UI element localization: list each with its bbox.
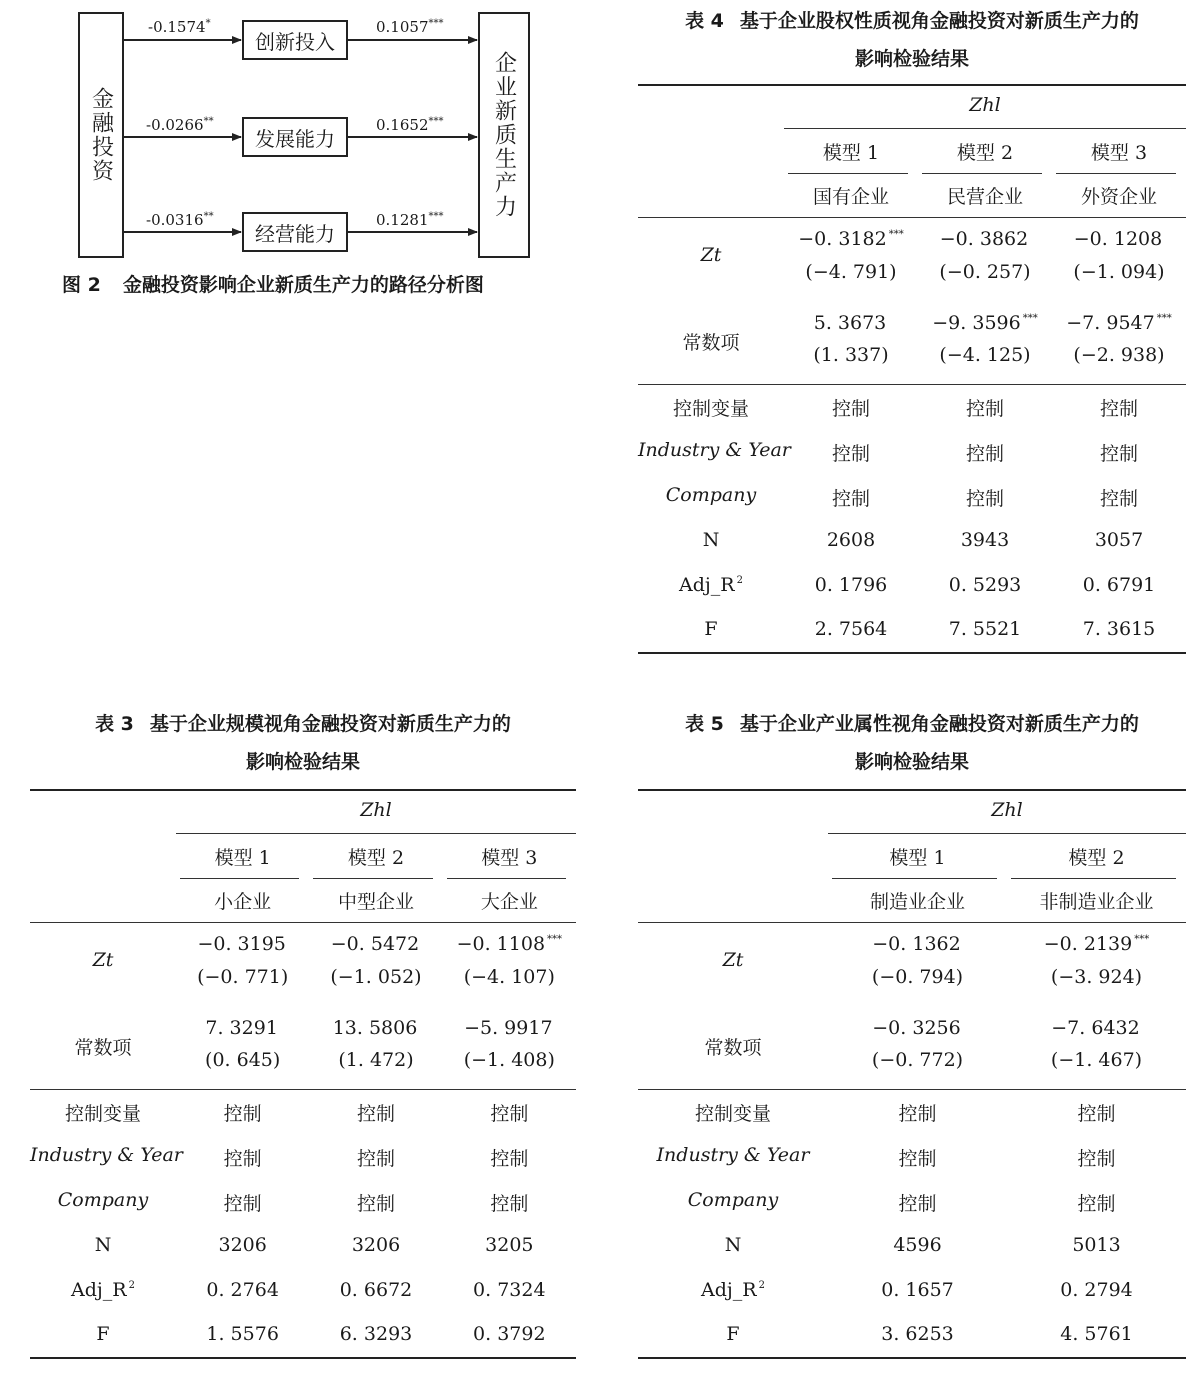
- header-bottom-rule: [30, 922, 576, 923]
- constant-coefficient: [784, 312, 918, 334]
- constant-t-value: (−0. 772): [871, 1049, 964, 1071]
- coef-value: 0.1057: [376, 18, 429, 36]
- model-header: 模型 2: [1068, 847, 1125, 869]
- table-cell: 0. 2764: [206, 1279, 279, 1301]
- table-cell: 控制: [223, 1148, 262, 1170]
- row-label-zt: Zt: [92, 949, 114, 971]
- table-title-line2: 影响检验结果: [854, 751, 969, 773]
- table-cell: 3943: [960, 529, 1010, 551]
- coef-value: 0.1652: [376, 116, 429, 134]
- table-top-rule: [638, 84, 1186, 86]
- mediator-label: 创新投入: [255, 29, 335, 54]
- coef-value: −0. 3195: [197, 933, 286, 955]
- constant-coefficient: [176, 1017, 309, 1039]
- table-cell: 7. 5521: [948, 618, 1022, 640]
- coef-value: −0. 1362: [872, 933, 961, 955]
- table-cell: 控制: [356, 1193, 395, 1215]
- coef-value: −0. 2139: [1043, 933, 1133, 955]
- table-cell: 0. 6672: [339, 1279, 413, 1301]
- sig-stars: ***: [1156, 313, 1172, 324]
- table-title-line1: 基于企业规模视角金融投资对新质生产力的: [149, 713, 511, 735]
- row-label-superscript: 2: [128, 1280, 135, 1291]
- sig-stars: ***: [428, 211, 444, 222]
- row-label-text: Industry & Year: [30, 1144, 183, 1166]
- body-rule: [638, 1089, 1186, 1090]
- table-cell: 控制: [1099, 398, 1138, 420]
- sig-stars: **: [203, 211, 214, 222]
- row-label-constant: 常数项: [682, 332, 740, 354]
- row-label-text: N: [702, 529, 720, 551]
- figure-2-path-diagram: [0, 0, 600, 320]
- table-4-caption: [638, 2, 1186, 78]
- constant-coefficient: [1007, 1017, 1186, 1039]
- new-quality-productivity-box: [478, 12, 530, 258]
- table-cell: 6. 3293: [339, 1323, 413, 1345]
- group-header: 小企业: [214, 891, 272, 913]
- table-cell: 控制: [898, 1103, 937, 1125]
- row-label: [30, 1279, 176, 1301]
- constant-coefficient: [828, 1017, 1007, 1039]
- zt-coefficient: [1007, 933, 1186, 955]
- zt-coefficient: [443, 933, 576, 955]
- zt-t-value: (−4. 791): [805, 261, 897, 283]
- zt-t-value: (−0. 794): [871, 966, 964, 988]
- table-cell: 控制: [1077, 1103, 1116, 1125]
- table-cell: 2. 7564: [814, 618, 888, 640]
- row-label: [30, 1099, 176, 1126]
- constant-t-value: (1. 337): [813, 344, 889, 366]
- sig-stars: ***: [1022, 313, 1038, 324]
- coef-value: −7. 9547: [1066, 312, 1155, 334]
- coef-value: -0.0316: [146, 211, 204, 229]
- row-label-zt: Zt: [700, 244, 722, 266]
- row-label: [638, 1144, 828, 1166]
- zt-coefficient: [1052, 228, 1186, 250]
- model-rule: [832, 878, 997, 879]
- table-number: 表 5: [685, 713, 724, 735]
- mediator-box-development: [242, 117, 348, 157]
- row-label-text: Company: [687, 1189, 779, 1211]
- row-label-zt: Zt: [722, 949, 744, 971]
- row-label-text: Company: [665, 484, 757, 506]
- zt-t-value: (−3. 924): [1050, 966, 1143, 988]
- body-rule: [30, 1089, 576, 1090]
- table-cell: 4. 5761: [1060, 1323, 1133, 1345]
- table-cell: 控制: [1077, 1148, 1116, 1170]
- zt-coefficient: [828, 933, 1007, 955]
- path-coefficient: [376, 116, 444, 134]
- table-cell: 2608: [826, 529, 876, 551]
- table-cell: 控制: [965, 398, 1004, 420]
- group-header: 中型企业: [337, 891, 414, 913]
- model-header: 模型 1: [822, 142, 880, 164]
- row-label-constant: 常数项: [704, 1037, 762, 1059]
- table-title-line2: 影响检验结果: [245, 751, 360, 773]
- sig-stars: ***: [888, 229, 904, 240]
- zt-t-value: (−0. 771): [197, 966, 289, 988]
- row-label-text: 控制变量: [694, 1103, 771, 1125]
- table-5: [638, 789, 1186, 1361]
- table-5-caption: [638, 705, 1186, 781]
- coef-value: −9. 3596: [932, 312, 1021, 334]
- sig-stars: ***: [1134, 934, 1150, 945]
- table-number: 表 4: [685, 10, 724, 32]
- dependent-variable-header: Zhl: [991, 799, 1023, 821]
- table-cell: 3205: [485, 1234, 534, 1256]
- coef-value: −5. 9917: [464, 1017, 553, 1039]
- row-label: [638, 529, 784, 551]
- row-label: [638, 1189, 828, 1211]
- constant-coefficient: [1052, 312, 1186, 334]
- model-rule: [180, 878, 299, 879]
- zt-coefficient: [176, 933, 309, 955]
- constant-coefficient: [918, 312, 1052, 334]
- table-cell: 控制: [965, 443, 1004, 465]
- row-label: [30, 1234, 176, 1256]
- row-label: [638, 1279, 828, 1301]
- row-label: [638, 439, 791, 461]
- group-header: 外资企业: [1080, 186, 1157, 208]
- model-header: 模型 2: [956, 142, 1014, 164]
- table-cell: 控制: [356, 1103, 395, 1125]
- table-title-line1: 基于企业产业属性视角金融投资对新质生产力的: [739, 713, 1139, 735]
- constant-t-value: (1. 472): [338, 1049, 414, 1071]
- path-coefficient: [146, 116, 214, 134]
- table-cell: 控制: [965, 488, 1004, 510]
- table-cell: 控制: [490, 1148, 529, 1170]
- table-cell: 控制: [898, 1148, 937, 1170]
- table-cell: 5013: [1072, 1234, 1121, 1256]
- row-label-text: Industry & Year: [638, 439, 791, 461]
- row-label: [638, 1234, 828, 1256]
- dependent-variable-header: Zhl: [969, 94, 1001, 116]
- table-bottom-rule: [30, 1357, 576, 1359]
- sig-stars: ***: [428, 18, 444, 29]
- row-label-text: 控制变量: [64, 1103, 141, 1125]
- row-label: [30, 1323, 176, 1345]
- coef-value: −0. 3862: [939, 228, 1029, 250]
- sig-stars: ***: [547, 934, 563, 945]
- group-header: 大企业: [480, 891, 538, 913]
- coef-value: 7. 3291: [205, 1017, 278, 1039]
- table-cell: 控制: [223, 1193, 262, 1215]
- coef-value: −0. 3256: [872, 1017, 961, 1039]
- row-label: [638, 618, 784, 640]
- zt-t-value: (−1. 094): [1073, 261, 1165, 283]
- zt-coefficient: [784, 228, 918, 250]
- table-cell: 控制: [831, 398, 870, 420]
- figure-caption: [62, 270, 484, 297]
- table-title-line2: 影响检验结果: [854, 48, 969, 70]
- mediator-box-innovation: [242, 20, 348, 60]
- model-rule: [313, 878, 432, 879]
- row-label: [638, 484, 784, 506]
- table-cell: 0. 2794: [1060, 1279, 1133, 1301]
- constant-t-value: (−1. 408): [463, 1049, 555, 1071]
- row-label-text: 控制变量: [672, 398, 749, 420]
- coef-value: −0. 1108: [456, 933, 546, 955]
- row-label: [30, 1189, 176, 1211]
- model-rule: [447, 878, 566, 879]
- row-label: [638, 574, 784, 596]
- coef-value: −0. 5472: [330, 933, 420, 955]
- constant-t-value: (−2. 938): [1073, 344, 1165, 366]
- header-rule: [828, 833, 1186, 834]
- zt-t-value: (−0. 257): [939, 261, 1031, 283]
- model-header: 模型 3: [1090, 142, 1148, 164]
- table-cell: 控制: [490, 1103, 529, 1125]
- constant-coefficient: [443, 1017, 576, 1039]
- table-cell: 0. 7324: [473, 1279, 546, 1301]
- path-coefficient: [376, 211, 444, 229]
- sig-stars: **: [203, 116, 214, 127]
- header-rule: [784, 128, 1186, 129]
- row-label-text: N: [94, 1234, 112, 1256]
- model-header: 模型 3: [481, 847, 538, 869]
- model-rule: [788, 173, 908, 174]
- table-cell: 0. 3792: [473, 1323, 546, 1345]
- new-quality-productivity-label: 企业新质生产力: [491, 51, 517, 219]
- table-cell: 1. 5576: [206, 1323, 279, 1345]
- row-label: [30, 1144, 183, 1166]
- row-label: [638, 394, 784, 421]
- coef-value: 5. 3673: [813, 312, 887, 334]
- table-3: [30, 789, 576, 1361]
- table-cell: 控制: [1077, 1193, 1116, 1215]
- coef-value: 0.1281: [376, 211, 429, 229]
- row-label-text: F: [96, 1323, 110, 1345]
- group-header: 非制造业企业: [1039, 891, 1154, 913]
- table-number: 表 3: [95, 713, 134, 735]
- model-header: 模型 1: [214, 847, 271, 869]
- coef-value: −0. 1208: [1073, 228, 1163, 250]
- figure-number: 图 2: [62, 274, 101, 296]
- model-header: 模型 1: [889, 847, 946, 869]
- group-header: 国有企业: [812, 186, 889, 208]
- body-rule: [638, 384, 1186, 385]
- table-cell: 控制: [1099, 443, 1138, 465]
- row-label-text: Adj_R: [701, 1279, 757, 1301]
- table-cell: 控制: [831, 488, 870, 510]
- header-rule: [176, 833, 576, 834]
- table-cell: 0. 5293: [948, 574, 1022, 596]
- figure-title: 金融投资影响企业新质生产力的路径分析图: [122, 274, 484, 296]
- constant-t-value: (−4. 125): [939, 344, 1031, 366]
- coef-value: -0.0266: [146, 116, 204, 134]
- mediator-label: 经营能力: [255, 221, 335, 246]
- coef-value: −0. 3182: [798, 228, 887, 250]
- table-title-line1: 基于企业股权性质视角金融投资对新质生产力的: [739, 10, 1139, 32]
- table-cell: 3057: [1094, 529, 1144, 551]
- row-label-constant: 常数项: [74, 1037, 132, 1059]
- table-cell: 7. 3615: [1082, 618, 1156, 640]
- path-coefficient: [148, 18, 211, 36]
- row-label-text: Adj_R: [71, 1279, 127, 1301]
- table-cell: 4596: [893, 1234, 942, 1256]
- table-cell: 控制: [356, 1148, 395, 1170]
- coef-value: −7. 6432: [1051, 1017, 1140, 1039]
- sig-stars: ***: [428, 116, 444, 127]
- row-label-text: Company: [57, 1189, 149, 1211]
- zt-t-value: (−4. 107): [463, 966, 555, 988]
- table-cell: 3206: [351, 1234, 401, 1256]
- table-top-rule: [638, 789, 1186, 791]
- row-label-superscript: 2: [758, 1280, 765, 1291]
- row-label-text: Industry & Year: [656, 1144, 810, 1166]
- constant-coefficient: [309, 1017, 442, 1039]
- table-cell: 0. 1796: [814, 574, 888, 596]
- constant-t-value: (0. 645): [205, 1049, 281, 1071]
- path-coefficient: [146, 211, 214, 229]
- header-bottom-rule: [638, 922, 1186, 923]
- table-bottom-rule: [638, 652, 1186, 654]
- table-cell: 控制: [1099, 488, 1138, 510]
- dependent-variable-header: Zhl: [360, 799, 392, 821]
- zt-coefficient: [918, 228, 1052, 250]
- row-label-text: F: [704, 618, 718, 640]
- model-header: 模型 2: [347, 847, 405, 869]
- table-cell: 控制: [831, 443, 870, 465]
- table-cell: 0. 1657: [881, 1279, 954, 1301]
- zt-t-value: (−1. 052): [330, 966, 422, 988]
- sig-stars: *: [205, 18, 211, 29]
- row-label-text: Adj_R: [679, 574, 735, 596]
- constant-t-value: (−1. 467): [1050, 1049, 1143, 1071]
- header-bottom-rule: [638, 217, 1186, 218]
- zt-coefficient: [309, 933, 442, 955]
- table-cell: 3206: [218, 1234, 267, 1256]
- table-bottom-rule: [638, 1357, 1186, 1359]
- table-top-rule: [30, 789, 576, 791]
- group-header: 制造业企业: [869, 891, 965, 913]
- financial-investment-box: [78, 12, 124, 258]
- table-cell: 0. 6791: [1082, 574, 1156, 596]
- mediator-label: 发展能力: [255, 126, 335, 151]
- row-label-text: F: [726, 1323, 740, 1345]
- row-label: [638, 1099, 828, 1126]
- coef-value: 13. 5806: [332, 1017, 418, 1039]
- row-label: [638, 1323, 828, 1345]
- path-coefficient: [376, 18, 444, 36]
- group-header: 民营企业: [946, 186, 1023, 208]
- model-rule: [1011, 878, 1176, 879]
- model-rule: [1056, 173, 1176, 174]
- mediator-box-operation: [242, 212, 348, 252]
- table-cell: 3. 6253: [881, 1323, 954, 1345]
- table-3-caption: [30, 705, 576, 781]
- row-label-text: N: [724, 1234, 742, 1256]
- coef-value: -0.1574: [148, 18, 206, 36]
- table-cell: 控制: [490, 1193, 529, 1215]
- financial-investment-label: 金融投资: [88, 87, 114, 183]
- table-4: [638, 84, 1186, 656]
- row-label-superscript: 2: [736, 575, 743, 586]
- model-rule: [922, 173, 1042, 174]
- table-cell: 控制: [223, 1103, 262, 1125]
- table-cell: 控制: [898, 1193, 937, 1215]
